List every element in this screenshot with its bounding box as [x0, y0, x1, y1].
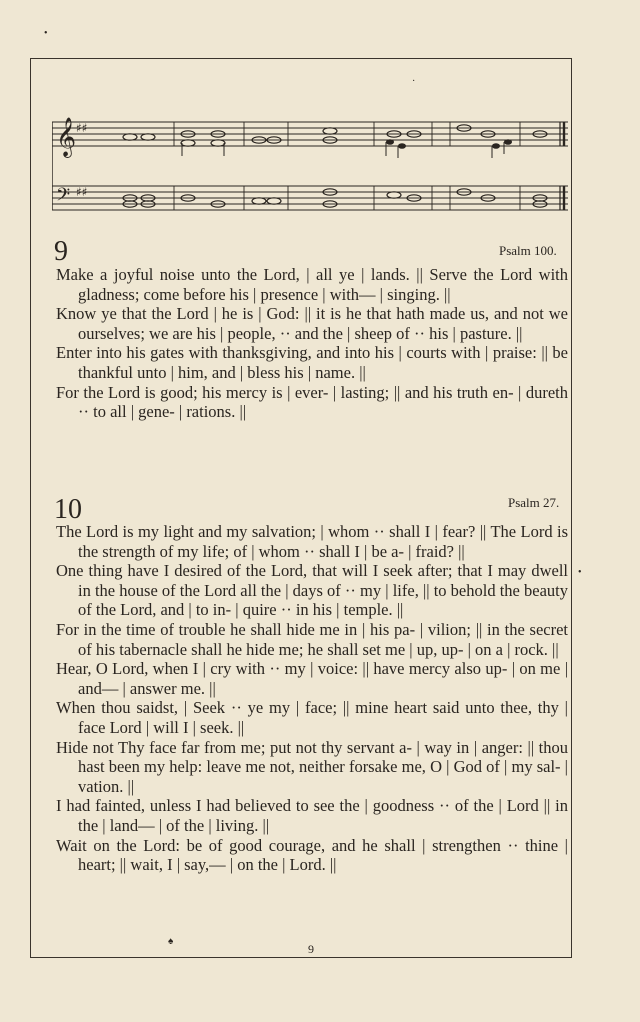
psalm-reference: Psalm 100.: [499, 243, 557, 258]
psalm-10-verses: [56, 522, 568, 875]
verse: One thing have I desired of the Lord, that will I seek after; that I may dwell in the house of the Lord all the | days of ·· my | life, || to behold the beauty of the Lord, and | to in- | quire ·· in his | temple. ||: [56, 561, 568, 620]
verse: Hide not Thy face far from me; put not thy servant a- | way in | anger: || thou hast been my help: leave me not, neither forsake me, O | God of | my sal- | vation. ||: [56, 737, 568, 796]
verse: Know ye that the Lord | he is | God: || it is he that hath made us, and not we ourselves; we are his | people, ·· and the | sheep of ·· his | pasture. ||: [56, 304, 568, 343]
stray-mark: ·: [412, 76, 416, 87]
verse: Wait on the Lord: be of good courage, and he shall | strengthen ·· thine | heart; || wait, I | say,— | on the | Lord. ||: [56, 835, 568, 875]
svg-text:𝄢: 𝄢: [56, 185, 71, 210]
svg-text:♯♯: ♯♯: [76, 121, 88, 135]
psalm-reference: Psalm 27.: [508, 495, 560, 510]
corner-dot: •: [44, 28, 48, 39]
verse: Make a joyful noise unto the Lord, | all ye | lands. || Serve the Lord with gladness; come before his | presence | with— | singing. ||: [56, 265, 568, 304]
page-number: 9: [308, 942, 314, 956]
verse: The Lord is my light and my salvation; | whom ·· shall I | fear? || The Lord is the strength of my life; of | whom ·· shall I | be a- | fraid? ||: [56, 522, 568, 561]
verse: When thou saidst, | Seek ·· ye my | face; || mine heart said unto thee, thy | face Lord | will I | seek. ||: [56, 698, 568, 737]
verse: I had fainted, unless I had believed to see the | goodness ·· of the | Lord || in the | land— | of the | living. ||: [56, 796, 568, 835]
music-staff: [52, 104, 572, 222]
verse: Enter into his gates with thanksgiving, and into his | courts with | praise: || be thankful unto | him, and | bless his | name. ||: [56, 343, 568, 382]
verse: Hear, O Lord, when I | cry with ·· my | voice: || have mercy also up- | on me | and— | answer me. ||: [56, 659, 568, 698]
psalm-9-verses: [56, 265, 568, 422]
psalm-number: 10: [54, 494, 82, 525]
svg-text:♯♯: ♯♯: [76, 185, 88, 199]
verse: For in the time of trouble he shall hide me in | his pa- | vilion; || in the secret of his tabernacle shall he hide me; he shall set me | up, up- | on a | rock. ||: [56, 619, 568, 659]
chant-notation: [52, 104, 572, 222]
verse: For the Lord is good; his mercy is | ever- | lasting; || and his truth en- | dureth ·· to all | gene- | rations. ||: [56, 382, 568, 422]
svg-text:𝄞: 𝄞: [56, 117, 77, 157]
stray-mark: •: [578, 567, 582, 578]
psalm-number: 9: [54, 236, 68, 267]
ornament-mark: ♠: [168, 936, 174, 947]
